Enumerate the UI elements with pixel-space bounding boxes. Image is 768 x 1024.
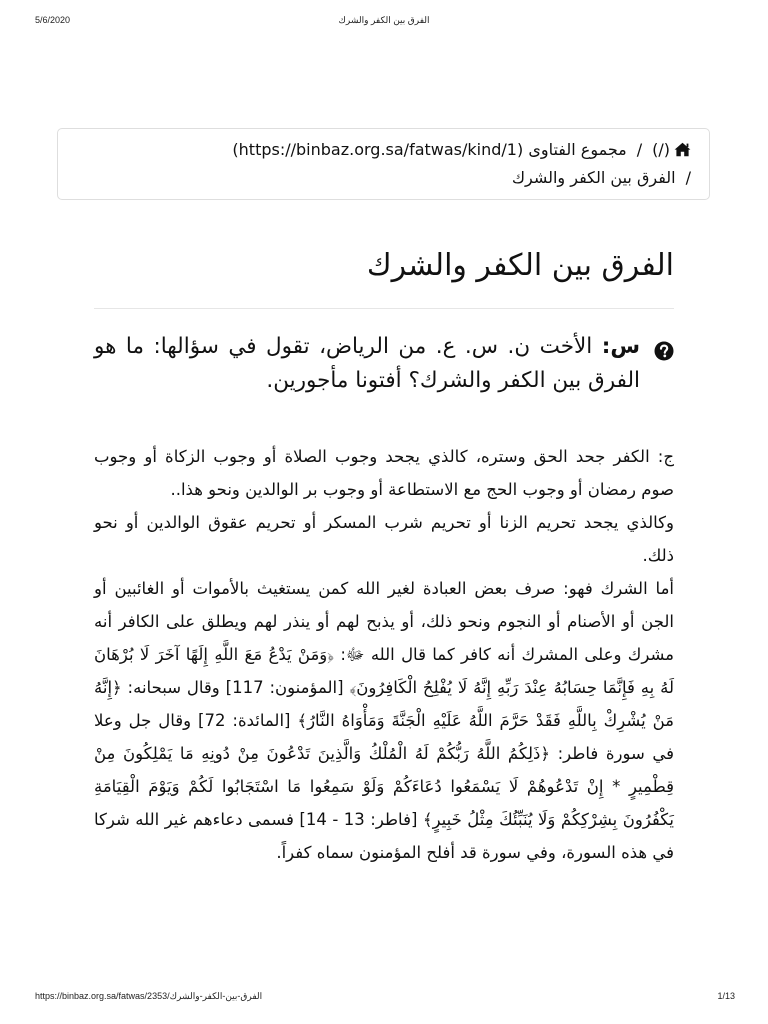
question-text-wrap <box>94 330 640 398</box>
breadcrumb-line-2 <box>76 165 691 191</box>
breadcrumb-current: الفرق بين الكفر والشرك <box>511 168 676 187</box>
question-text: الأخت ن. س. ع. من الرياض، تقول في سؤالها: ما هو الفرق بين الكفر والشرك؟ أفتونا مأجورين. <box>94 334 640 393</box>
question-circle-icon <box>654 338 674 358</box>
breadcrumb-line-1 <box>76 137 691 165</box>
breadcrumb-separator: / <box>685 168 691 187</box>
breadcrumb-separator: / <box>636 140 643 159</box>
breadcrumb-category-link[interactable]: مجموع الفتاوى <box>528 140 627 159</box>
answer-paragraph: وكالذي يجحد تحريم الزنا أو تحريم شرب المسكر أو تحريم عقوق الوالدين أو نحو ذلك. <box>94 513 674 565</box>
home-icon[interactable] <box>674 139 691 165</box>
title-divider <box>94 308 674 309</box>
page-number: 1/13 <box>717 991 735 1001</box>
print-url: https://binbaz.org.sa/fatwas/2353/الفرق-بين-الكفر-والشرك <box>35 991 263 1001</box>
print-title: الفرق بين الكفر والشرك <box>338 15 430 25</box>
print-footer <box>0 991 768 1005</box>
question-label: س: <box>601 334 641 359</box>
breadcrumb-home-link[interactable]: (/) <box>652 140 670 159</box>
print-header <box>0 15 768 29</box>
answer-paragraph: أما الشرك فهو: صرف بعض العبادة لغير الله كمن يستغيث بالأموات أو الغائبين أو الجن أو الأصنام أو النجوم ونحو ذلك، أو يذبح لهم أو ينذر لهم ويطلق على الكافر أنه مشرك وعلى المشرك أنه كافر كما قال الله ﷻ: ﴿وَمَنْ يَدْعُ مَعَ اللَّهِ إِلَهًا آخَرَ لَا بُرْهَانَ لَهُ بِهِ فَإِنَّمَا حِسَابُهُ عِنْدَ رَبِّهِ إِنَّهُ لَا يُفْلِحُ الْكَافِرُونَ﴾ [المؤمنون: 117] وقال سبحانه: ﴿إِنَّهُ مَنْ يُشْرِكْ بِاللَّهِ فَقَدْ حَرَّمَ اللَّهُ عَلَيْهِ الْجَنَّةَ وَمَأْوَاهُ النَّارُ﴾ [المائدة: 72] وقال جل وعلا في سورة فاطر: ﴿ذَلِكُمُ اللَّهُ رَبُّكُمْ لَهُ الْمُلْكُ وَالَّذِينَ تَدْعُونَ مِنْ دُونِهِ مَا يَمْلِكُونَ مِنْ قِطْمِيرٍ * إِنْ تَدْعُوهُمْ لَا يَسْمَعُوا دُعَاءَكُمْ وَلَوْ سَمِعُوا مَا اسْتَجَابُوا لَكُمْ وَيَوْمَ الْقِيَامَةِ يَكْفُرُونَ بِشِرْكِكُمْ وَلَا يُنَبِّئُكَ مِثْلُ خَبِيرٍ﴾ [فاطر: 13 - 14] فسمى دعاءهم غير الله شركا في هذه السورة، وفي سورة قد أفلح المؤمنون سماه كفراً. <box>94 579 674 862</box>
question-block <box>94 330 674 398</box>
print-date: 5/6/2020 <box>35 15 71 25</box>
page-title: الفرق بين الكفر والشرك <box>366 248 674 283</box>
breadcrumb-category-url[interactable]: (https://binbaz.org.sa/fatwas/kind/1) <box>232 140 524 159</box>
answer-paragraph: ج: الكفر جحد الحق وستره، كالذي يجحد وجوب الصلاة أو وجوب الزكاة أو وجوب صوم رمضان أو وجوب الحج مع الاستطاعة أو وجوب بر الوالدين ونحو هذا.. <box>94 447 674 499</box>
breadcrumb <box>57 128 710 200</box>
answer-block <box>94 440 674 869</box>
